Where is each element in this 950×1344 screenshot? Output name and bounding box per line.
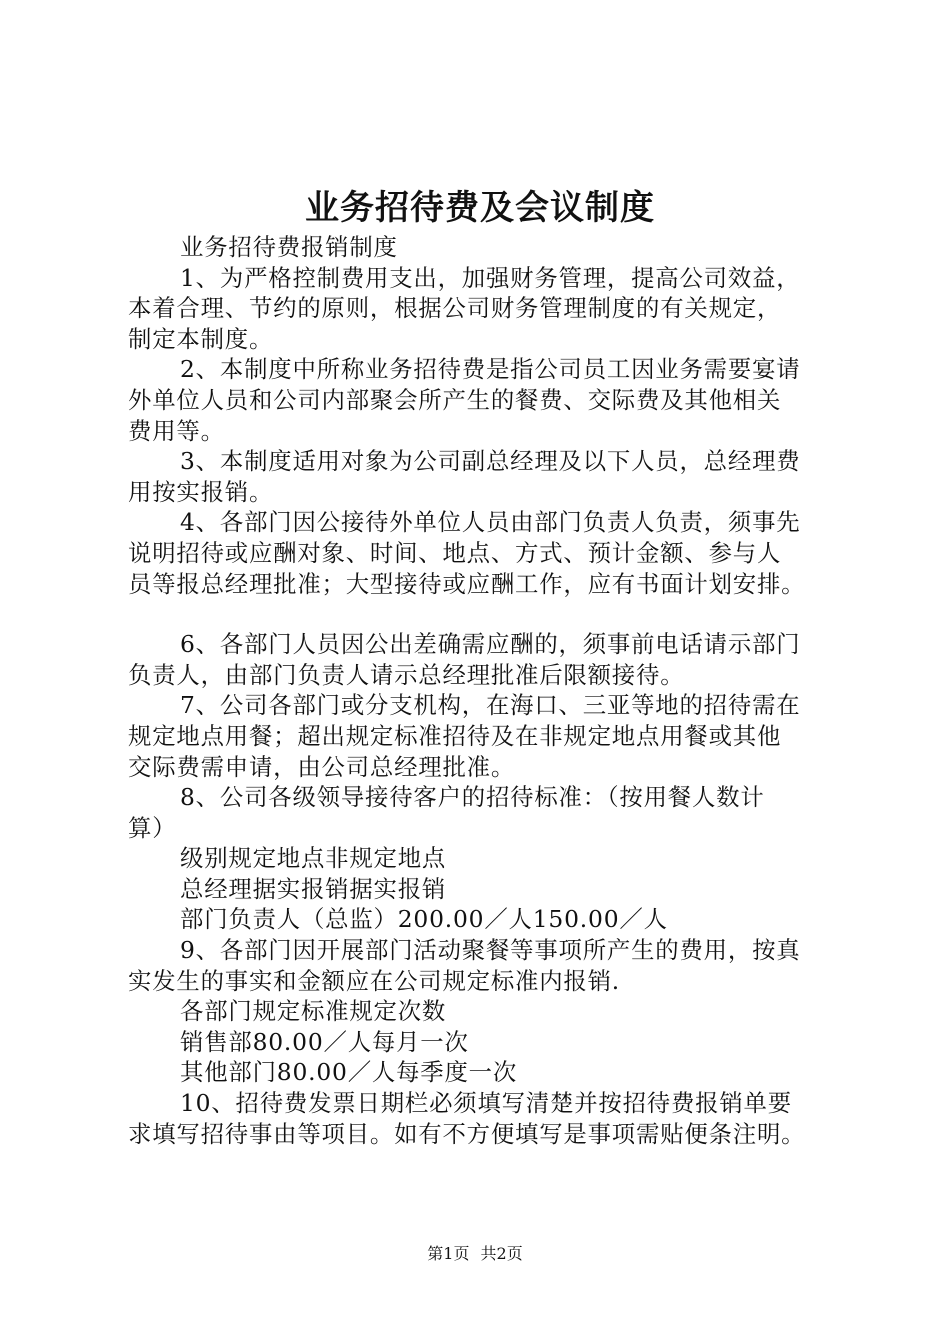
standard-table-header: 级别规定地点非规定地点 <box>180 844 447 873</box>
paragraph-6-line: 6、各部门人员因公出差确需应酬的，须事前电话请示部门 <box>180 630 801 659</box>
page-footer <box>0 1244 950 1264</box>
paragraph-10-line: 求填写招待事由等项目。如有不方便填写是事项需贴便条注明。 <box>128 1119 806 1148</box>
paragraph-4-line: 员等报总经理批准；大型接待或应酬工作，应有书面计划安排。 <box>128 569 806 598</box>
paragraph-2-line: 外单位人员和公司内部聚会所产生的餐费、交际费及其他相关 <box>128 385 782 414</box>
standard-table-row: 总经理据实报销据实报销 <box>180 874 447 903</box>
paragraph-2-line: 费用等。 <box>128 416 225 445</box>
paragraph-gap <box>128 599 850 629</box>
paragraph-1-line: 制定本制度。 <box>128 324 274 353</box>
paragraph-2-line: 2、本制度中所称业务招待费是指公司员工因业务需要宴请 <box>180 355 801 384</box>
section-heading: 业务招待费报销制度 <box>180 233 398 261</box>
standard-table-row: 部门负责人（总监）200.00／人150.00／人 <box>180 905 668 934</box>
page-number: 第1页 <box>427 1244 470 1263</box>
paragraph-9-line: 9、各部门因开展部门活动聚餐等事项所产生的费用，按真 <box>180 936 801 965</box>
paragraph-1-line: 本着合理、节约的原则，根据公司财务管理制度的有关规定， <box>128 294 782 323</box>
paragraph-8-line: 8、公司各级领导接待客户的招待标准：（按用餐人数计 <box>180 783 765 812</box>
paragraph-6-line: 负责人，由部门负责人请示总经理批准后限额接待。 <box>128 660 685 689</box>
paragraph-7-line: 交际费需申请，由公司总经理批准。 <box>128 752 516 781</box>
paragraph-9-line: 实发生的事实和金额应在公司规定标准内报销. <box>128 966 621 995</box>
paragraph-3-line: 3、本制度适用对象为公司副总经理及以下人员，总经理费 <box>180 447 801 476</box>
document-title: 业务招待费及会议制度 <box>305 188 655 228</box>
dept-table-row: 其他部门80.00／人每季度一次 <box>180 1058 518 1087</box>
document-body <box>128 232 850 1149</box>
page-total: 共2页 <box>480 1244 523 1263</box>
paragraph-4-line: 4、各部门因公接待外单位人员由部门负责人负责，须事先 <box>180 508 801 537</box>
dept-table-header: 各部门规定标准规定次数 <box>180 997 447 1026</box>
paragraph-10-line: 10、招待费发票日期栏必须填写清楚并按招待费报销单要 <box>180 1089 792 1118</box>
paragraph-1-line: 1、为严格控制费用支出，加强财务管理，提高公司效益， <box>180 263 801 292</box>
paragraph-7-line: 规定地点用餐；超出规定标准招待及在非规定地点用餐或其他 <box>128 721 782 750</box>
paragraph-7-line: 7、公司各部门或分支机构，在海口、三亚等地的招待需在 <box>180 691 801 720</box>
paragraph-4-line: 说明招待或应酬对象、时间、地点、方式、预计金额、参与人 <box>128 538 782 567</box>
dept-table-row: 销售部80.00／人每月一次 <box>180 1027 469 1056</box>
paragraph-3-line: 用按实报销。 <box>128 477 274 506</box>
paragraph-8-line: 算） <box>128 813 177 842</box>
